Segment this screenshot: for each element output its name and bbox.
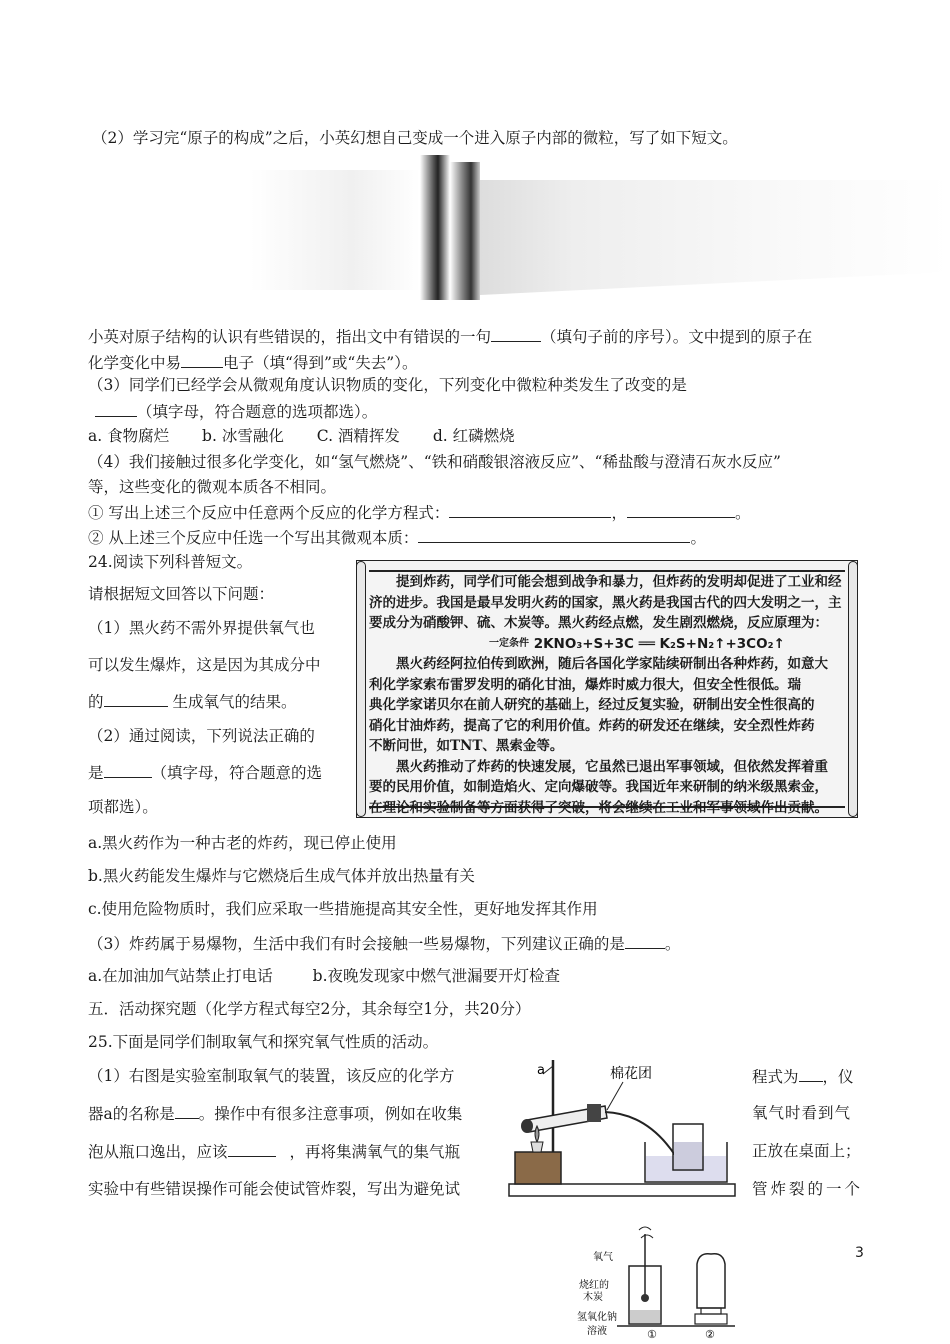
article-p2-l2: 利化学家索布雷罗发明的硝化甘油，爆炸时威力很大，但安全性很低。瑞 — [369, 676, 801, 693]
q23-3-line2: （填字母，符合题意的选项都选）。 — [95, 401, 377, 422]
q24-opt-b: b.黑火药能发生爆炸与它燃烧后生成气体并放出热量有关 — [88, 867, 475, 885]
equation-condition: 一定条件 — [489, 637, 529, 649]
option-c: C. 酒精挥发 — [316, 427, 400, 445]
q24-opt-c: c.使用危险物质时，我们应采取一些措施提高其安全性，更好地发挥其作用 — [88, 900, 598, 918]
q24-q3: （3）炸药属于易爆物，生活中我们有时会接触一些易爆物，下列建议正确的是 。 — [88, 935, 681, 953]
answer-blank[interactable] — [625, 933, 665, 949]
article-scroll — [356, 560, 858, 818]
q23-2-intro: （2）学习完“原子的构成”之后，小英幻想自己变成一个进入原子内部的微粒，写了如下短文。 — [92, 129, 738, 147]
q23-3-line1: （3）同学们已经学会从微观角度认识物质的变化，下列变化中微粒种类发生了改变的是 — [88, 376, 687, 394]
clamp — [587, 1104, 601, 1122]
article-p3-l3: 在理论和实验制备等方面获得了突破，将会继续在工业和军事领域作出贡献。 — [369, 799, 828, 816]
charcoal-oxygen-figure — [575, 1224, 735, 1340]
answer-blank[interactable] — [449, 502, 611, 518]
test-tube-bottom — [521, 1119, 533, 1133]
naoh-solution — [630, 1310, 660, 1323]
charcoal — [641, 1294, 649, 1302]
label-a: a — [537, 1063, 545, 1078]
q24-q3-options — [88, 966, 560, 986]
scroll-right-edge — [848, 561, 858, 817]
q23-4-line3: ① 写出上述三个反应中任意两个反应的化学方程式： ， 。 — [88, 504, 751, 522]
q25-r2: 氧气时看到气 — [752, 1104, 852, 1122]
answer-blank[interactable] — [175, 1103, 199, 1119]
q24-l2: （1）黑火药不需外界提供氧气也 — [88, 619, 315, 637]
label-oxygen: 氧气 — [593, 1252, 613, 1263]
base-plate — [509, 1184, 735, 1196]
q24-title: 24.阅读下列科普短文。 — [88, 553, 253, 571]
article-p2-l5: 不断问世，如TNT、黑索金等。 — [369, 738, 564, 754]
q23-4-line2: 等，这些变化的微观本质各不相同。 — [88, 478, 337, 496]
label-cotton: 棉花团 — [610, 1066, 652, 1082]
page-number: 3 — [855, 1245, 864, 1261]
article-p1-l1: 提到炸药，同学们可能会想到战争和暴力，但炸药的发明却促进了工业和经 — [396, 574, 842, 590]
q25-l2: 器a的名称是 。操作中有很多注意事项，例如在收集 — [88, 1105, 463, 1123]
oxygen-apparatus-figure — [505, 1052, 737, 1200]
q24-opt-a: a.黑火药作为一种古老的炸药，现已停止使用 — [88, 834, 397, 852]
q24-l1: 请根据短文回答以下问题： — [88, 585, 275, 603]
option-a: a. 食物腐烂 — [88, 427, 170, 445]
q23-2-line2: 化学变化中易 电子（填“得到”或“失去”）。 — [88, 354, 418, 372]
article-p2-l3: 典化学家诺贝尔在前人研究的基础上，经过反复实验，研制出安全性很高的 — [369, 697, 815, 713]
q25-r1: 程式为 ，仪 — [752, 1068, 854, 1086]
label-charcoal-2: 木炭 — [583, 1292, 603, 1303]
answer-blank[interactable] — [228, 1141, 276, 1157]
q24-l4: 的 生成氧气的结果。 — [88, 693, 297, 711]
article-p3-l1: 黑火药推动了炸药的快速发展，它虽然已退出军事领域，但依然发挥着重 — [396, 758, 828, 775]
flame — [535, 1126, 539, 1142]
answer-blank[interactable] — [95, 401, 137, 417]
tongs-handle — [639, 1227, 653, 1238]
alcohol-lamp — [531, 1142, 543, 1152]
answer-blank[interactable] — [491, 326, 541, 342]
article-p1-l3: 要成分为硝酸钾、硫、木炭等。黑火药经点燃，发生剧烈燃烧，反应原理为： — [369, 615, 828, 631]
wood-block — [515, 1152, 561, 1184]
q23-2-line1: 小英对原子结构的认识有些错误的，指出文中有错误的一句 （填句子前的序号）。文中提到的原子在 — [88, 328, 813, 346]
scroll-left-edge — [356, 561, 366, 817]
q24-l3: 可以发生爆炸，这是因为其成分中 — [88, 656, 321, 674]
q23-3-options — [88, 426, 515, 446]
q24-l7: 项都选）。 — [88, 798, 158, 816]
option-d: d. 红磷燃烧 — [432, 427, 515, 445]
article-equation: $^{一定条件}$ 2KNO₃+S+3C ══ K₂S+N₂↑+3CO₂↑ — [489, 635, 785, 652]
label-1: ① — [647, 1328, 657, 1340]
label-charcoal-1: 烧红的 — [579, 1280, 609, 1291]
option-b: b.夜晚发现家中燃气泄漏要开灯检查 — [312, 967, 561, 985]
q25-l1: （1）右图是实验室制取氧气的装置，该反应的化学方 — [88, 1067, 455, 1085]
gas-jar-water — [674, 1142, 702, 1169]
answer-blank[interactable] — [181, 352, 223, 368]
answer-blank[interactable] — [104, 762, 152, 778]
passage-image — [150, 150, 950, 310]
q24-l5: （2）通过阅读，下列说法正确的 — [88, 727, 315, 745]
label-naoh-2: 溶液 — [587, 1326, 607, 1337]
q23-4-line4: ② 从上述三个反应中任选一个写出其微观本质： 。 — [88, 529, 706, 547]
q25-l4: 实验中有些错误操作可能会使试管炸裂，写出为避免试 — [88, 1180, 461, 1198]
q25-title: 25.下面是同学们制取氧气和探究氧气性质的活动。 — [88, 1033, 439, 1051]
section5-title: 五．活动探究题（化学方程式每空2分，其余每空1分，共20分） — [88, 1000, 531, 1018]
answer-blank[interactable] — [104, 691, 168, 707]
q24-l6: 是 （填字母，符合题意的选 — [88, 764, 323, 782]
article-p2-l4: 硝化甘油炸药，提高了它的利用价值。炸药的研发还在继续，安全烈性炸药 — [369, 717, 815, 734]
q25-r3: 正放在桌面上； — [752, 1142, 861, 1160]
label-naoh-1: 氢氧化钠 — [577, 1312, 617, 1323]
option-a: a.在加油加气站禁止打电话 — [88, 967, 273, 985]
option-b: b. 冰雪融化 — [202, 427, 284, 445]
q25-l3: 泡从瓶口逸出，应该 ，再将集满氧气的集气瓶 — [88, 1143, 461, 1161]
article-p2-l1: 黑火药经阿拉伯传到欧洲，随后各国化学家陆续研制出各种炸药，如意大 — [396, 656, 828, 672]
q25-r4: 管炸裂的一个 — [752, 1180, 864, 1198]
answer-blank[interactable] — [799, 1066, 823, 1082]
article-p1-l2: 济的进步。我国是最早发明火药的国家，黑火药是我国古代的四大发明之一，主 — [369, 594, 842, 611]
q23-4-line1: （4）我们接触过很多化学变化，如“氢气燃烧”、“铁和硝酸银溶液反应”、“稀盐酸与澄清石灰水反应” — [88, 453, 781, 471]
answer-blank[interactable] — [418, 527, 690, 543]
answer-blank[interactable] — [627, 502, 735, 518]
article-p3-l2: 要的民用价值，如制造焰火、定向爆破等。我国近年来研制的纳米级黑索金， — [369, 779, 828, 795]
label-2: ② — [705, 1328, 715, 1340]
gas-bottle-2 — [697, 1254, 725, 1308]
